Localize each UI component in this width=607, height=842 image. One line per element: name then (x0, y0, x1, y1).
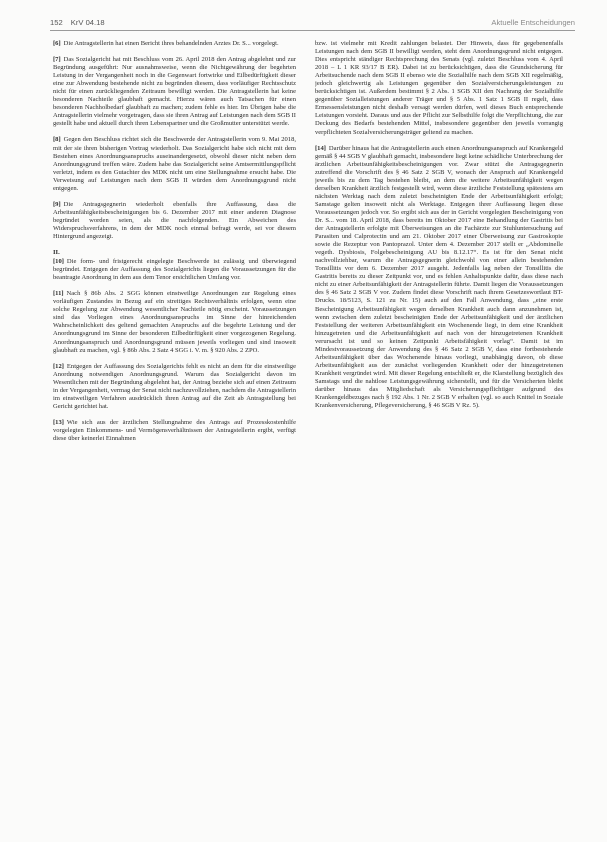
paragraph (315, 145, 563, 411)
paragraph-text: Entgegen der Auffassung des Sozialgerichts fehlt es nicht an dem für die einstweilige Anordnung notwendigen Anordnungsgrund. Warum das Sozialgericht davon im Wesentlichen mit der Begründung abgelehnt hat, der Antrag beziehe sich auf einen Zeitraum in der Vergangenheit, vermag der Senat nicht nachzuvollziehen, nachdem die Antragstellerin im einstweiligen Verfahren ausdrücklich ihren Antrag auf die Zeit ab Antragstellung bei Gericht gerichtet hat. (53, 362, 296, 410)
paragraph (53, 40, 296, 48)
paragraph (315, 40, 563, 137)
paragraph-number: [13] (53, 418, 64, 426)
paragraph (53, 249, 296, 257)
paragraph-number: [12] (53, 362, 64, 370)
page-header (50, 18, 575, 31)
paragraph-number: [14] (315, 144, 326, 152)
paragraph-number: [7] (53, 56, 61, 64)
paragraph-text: Die Antragstellerin hat einen Bericht ihres behandelnden Arztes Dr. S... vorgelegt. (63, 40, 279, 47)
paragraph-text: Darüber hinaus hat die Antragstellerin auch einen Anordnungsanspruch auf Krankengeld gemäß § 44 SGB V glaubhaft gemacht, insbesondere liegt keine schädliche Unterbrechung der ärztlichen Arbeitsunfähigkeitsbescheinigungen vor. Zwar stützt die Antragsgegnerin zutreffend die Vorschrift des § 46 Satz 2 SGB V, wonach der Anspruch auf Krankengeld jeweils bis zu dem Tag bestehen bleibt, an dem die weitere Arbeitsunfähigkeit wegen derselben Krankheit ärztlich festgestellt wird, wenn diese ärztliche Feststellung spätestens am nächsten Werktag nach dem zuletzt bescheinigten Ende der Arbeitsunfähigkeit erfolgt; Samstage gelten insoweit nicht als Werktage. Entgegen ihrer Auffassung liegen diese Voraussetzungen jedoch vor. So ergibt sich aus der in Gericht vorgelegten Bescheinigung von Dr. S... vom 18. April 2018, dass bereits im Oktober 2017 eine Behandlung der Gastritis bei der Antragstellerin erfolgte mit Überweisungen an die Fachärzte zur Stuhluntersuchung auf Parasiten und Calprotectin und am 21. Oktober 2017 einer Überweisung zur Gastroskopie sowie die Rezeptur von Pantoprazol. Unter dem 4. Dezember 2017 stellt er „Abdominelle vegeth. Dysbiosis, Folgebescheinigung AU bis 8.12.17“. Es ist für den Senat nicht nachvollziehbar, warum die Antragsgegnerin gleichwohl von einer allein bestehenden Tonsillitis vor dem 6. Dezember 2017 ausgeht. Jedenfalls lag neben der Tonsillitis die Gastritis bereits zu dieser Zeitpunkt vor, und es fehlen Anhaltspunkte dafür, dass diese nach nicht zu einer Arbeitsunfähigkeit der Antragstellerin führte. Damit liegen die Voraussetzungen des § 46 Satz 2 SGB V vor. Zudem findet diese Vorschrift nach ihrem Gesetzeswortlaut BT-Drucks. 18/5123, S. 121 zu Nr. 15) auch auf den Fall Anwendung, dass „eine erste Bescheinigung Arbeitsunfähigkeit wegen derselben Krankheit auch dann anzunehmen ist, wenn zwischen dem zuletzt bescheinigten Ende der Arbeitsunfähigkeit und der ärztlichen Feststellung der weiteren Arbeitsunfähigkeit ein Wochenende liegt, in dem eine Krankheit hinzugetreten und die Arbeitsunfähigkeit auf nach von der hinzugetretenen Krankheit verursacht ist und so keinen Zeitpunkt Arbeitsfähigkeit vorlag“. Damit ist im Mindestvoraussetzung der Anwendung des § 46 Satz 2 SGB V, dass eine fortbestehende Arbeitsunfähigkeit über das Wochenende hinaus vorliegt, unabhängig davon, ob diese Arbeitsunfähigkeit aus der zunächst vorliegenden Krankheit oder der hinzugetretenen Krankheit vergründet wird. Mit dieser Regelung entschließt er, die Klarstellung bezüglich des Samstags und die nahtlose Leistungsgewährung sicherstellt, und für die Versicherten bleibt darüber hinaus das Mitgliedschaft als Versicherungspflichtiger aufgrund des Krankengeldbezuges nach § 192 Abs. 1 Nr. 2 SGB V erhalten (vgl. so auch Knittel in Soziale Krankenversicherung, Pflegeversicherung, § 46 SGB V Rz. 5). (315, 144, 563, 410)
paragraph (53, 56, 296, 128)
paragraph-text: Nach § 86b Abs. 2 SGG können einstweilige Anordnungen zur Regelung eines vorläufigen Zustandes in Bezug auf ein streitiges Rechtsverhältnis erfolgen, wenn eine solche Regelung zur Abwendung wesentlicher Nachteile nötig erscheint. Voraussetzungen sind das Vorliegen eines Anordnungsanspruchs im Sinne der hinreichenden Wahrscheinlichkeit des geltend gemachten Anspruchs auf die begehrte Leistung und der Anordnungsgrund im Sinne der besonderen Eilbedürftigkeit einer vorgezogenen Regelung. Anordnungsanspruch und Anordnungsgrund müssen jeweils vorliegen und sind insoweit glaubhaft zu machen, vgl. § 86b Abs. 2 Satz 4 SGG i. V. m. § 920 Abs. 2 ZPO. (53, 290, 296, 354)
paragraph-number: [10] (53, 258, 64, 266)
paragraph (53, 290, 296, 354)
paragraph-text: Wie sich aus der ärztlichen Stellungnahme des Antrags auf Prozesskostenhilfe vorgelegten Einkommens- und Vermögensverhältnissen der Antragstellerin ergibt, verfügt diese über keinerlei Einnahmen (53, 418, 296, 442)
left-column (53, 40, 296, 826)
paragraph (53, 363, 296, 411)
section-title: Aktuelle Entscheidungen (491, 18, 575, 27)
paragraph-text: Die Antragsgegnerin wiederholt ebenfalls ihre Auffassung, dass die Arbeitsunfähigkeitsbescheinigungen bis 6. Dezember 2017 mit einer anderen Diagnose begründet worden seien, als die nachfolgenden. Ein Abweichen des Widerspruchsverfahrens, in dem der MDK noch einmal befragt werde, sei vor diesem Hintergrund angezeigt. (53, 200, 296, 240)
paragraph-number: [11] (53, 290, 64, 298)
paragraph-number: [8] (53, 136, 61, 144)
paragraph (53, 201, 296, 241)
paragraph (53, 136, 296, 192)
right-column (315, 40, 563, 826)
journal-issue: KrV 04.18 (70, 18, 105, 27)
paragraph-text: Gegen den Beschluss richtet sich die Beschwerde der Antragstellerin vom 9. Mai 2018, mit der sie ihren bisherigen Vortrag wiederholt. Das Sozialgericht habe sich nicht mit dem Bestehen eines Anordnungsanspruchs auseinandergesetzt, obwohl dieser nicht neben dem Anordnungsgrund treffen wäre. Zudem habe das Sozialgericht seine Amtsermittlungspflicht verletzt, indem es den Gutachter des MDK nicht um eine Stellungnahme ersucht habe. Die Verweisung auf Leistungen nach dem SGB II würden dem Anordnungsgrund nicht entgegen. (53, 136, 296, 192)
paragraph (53, 419, 296, 443)
header-left (50, 18, 105, 27)
paragraph (53, 258, 296, 282)
paragraph-text: Das Sozialgericht hat mit Beschluss vom 26. April 2018 den Antrag abgelehnt und zur Begründung ausgeführt: Nur ausnahmsweise, wenn die Nichtgewährung der begehrten Leistung in der Vergangenheit noch in die Gegenwart fortwirke und Eilbedürftigkeit dieser eine zur Abwendung bestehende nicht zu begründen diesem, dass vorläufiger Rechtsschutz nicht für einen zurückliegenden Zeitraum bewilligt werden. Die Antragstellerin hat keine besonderen Nachteile glaubhaft gemacht. Hierzu wären auch Tatsachen für einen besonderen Nachholbedarf glaubhaft zu machen; zudem fehle es hier. Im Übrigen habe die Antragstellerin vielmehr vorgetragen, dass sie ihren Antrag auf Leistungen nach dem SGB II gestellt habe und aktuell durch ihren Lebenspartner und die Großmutter unterstützt werde. (53, 56, 296, 128)
paragraph-number: [9] (53, 200, 61, 208)
paragraph-number: [6] (53, 40, 61, 47)
paragraph-text: bzw. ist vielmehr mit Kredit zahlungen belastet. Der Hinweis, dass für gegebenenfalls Leistungen nach dem SGB II bewilligt werden, steht dem Anordnungsgrund nicht entgegen. Dies entspricht ständiger Rechtsprechung des Senats (vgl. zuletzt Beschluss vom 4. April 2018 – L 1 KR 93/17 B ER). Dabei ist zu berücksichtigen, dass die Grundsicherung für Arbeitsuchende nach dem SGB II ebenso wie die Sozialhilfe nach dem SGB XII regelmäßig, jedoch gleichwertig als Leistungen gegenüber den Sozialversicherungsleistungen zu berücksichtigen ist. Außerdem bestimmt § 2 Abs. 1 SGB XII den Nachrang der Sozialhilfe gegenüber Sozialleistungen anderer Träger und § 5 Abs. 1 Satz 1 SGB II regelt, dass Ermessensleistungen nicht deshalb versagt werden dürfen, weil dieses Buch entsprechende Leistungen vorsieht. Daraus und aus der Pflicht zur Selbsthilfe folgt die Verpflichtung, die zur Deckung des Bedarfs bestehenden Mittel, insbesondere gegenüber den jeweils vorrangig verpflichteten Sozialversicherungsträger geltend zu machen. (315, 40, 563, 136)
paragraph-number: II. (53, 249, 60, 257)
page-number: 152 (50, 18, 63, 27)
paragraph-text: Die form- und fristgerecht eingelegte Beschwerde ist zulässig und überwiegend begründet. Entgegen der Auffassung des Sozialgerichts liegen die Voraussetzungen für die beantragte Anordnung in dem aus dem Tenor ersichtlichen Umfang vor. (53, 258, 296, 282)
